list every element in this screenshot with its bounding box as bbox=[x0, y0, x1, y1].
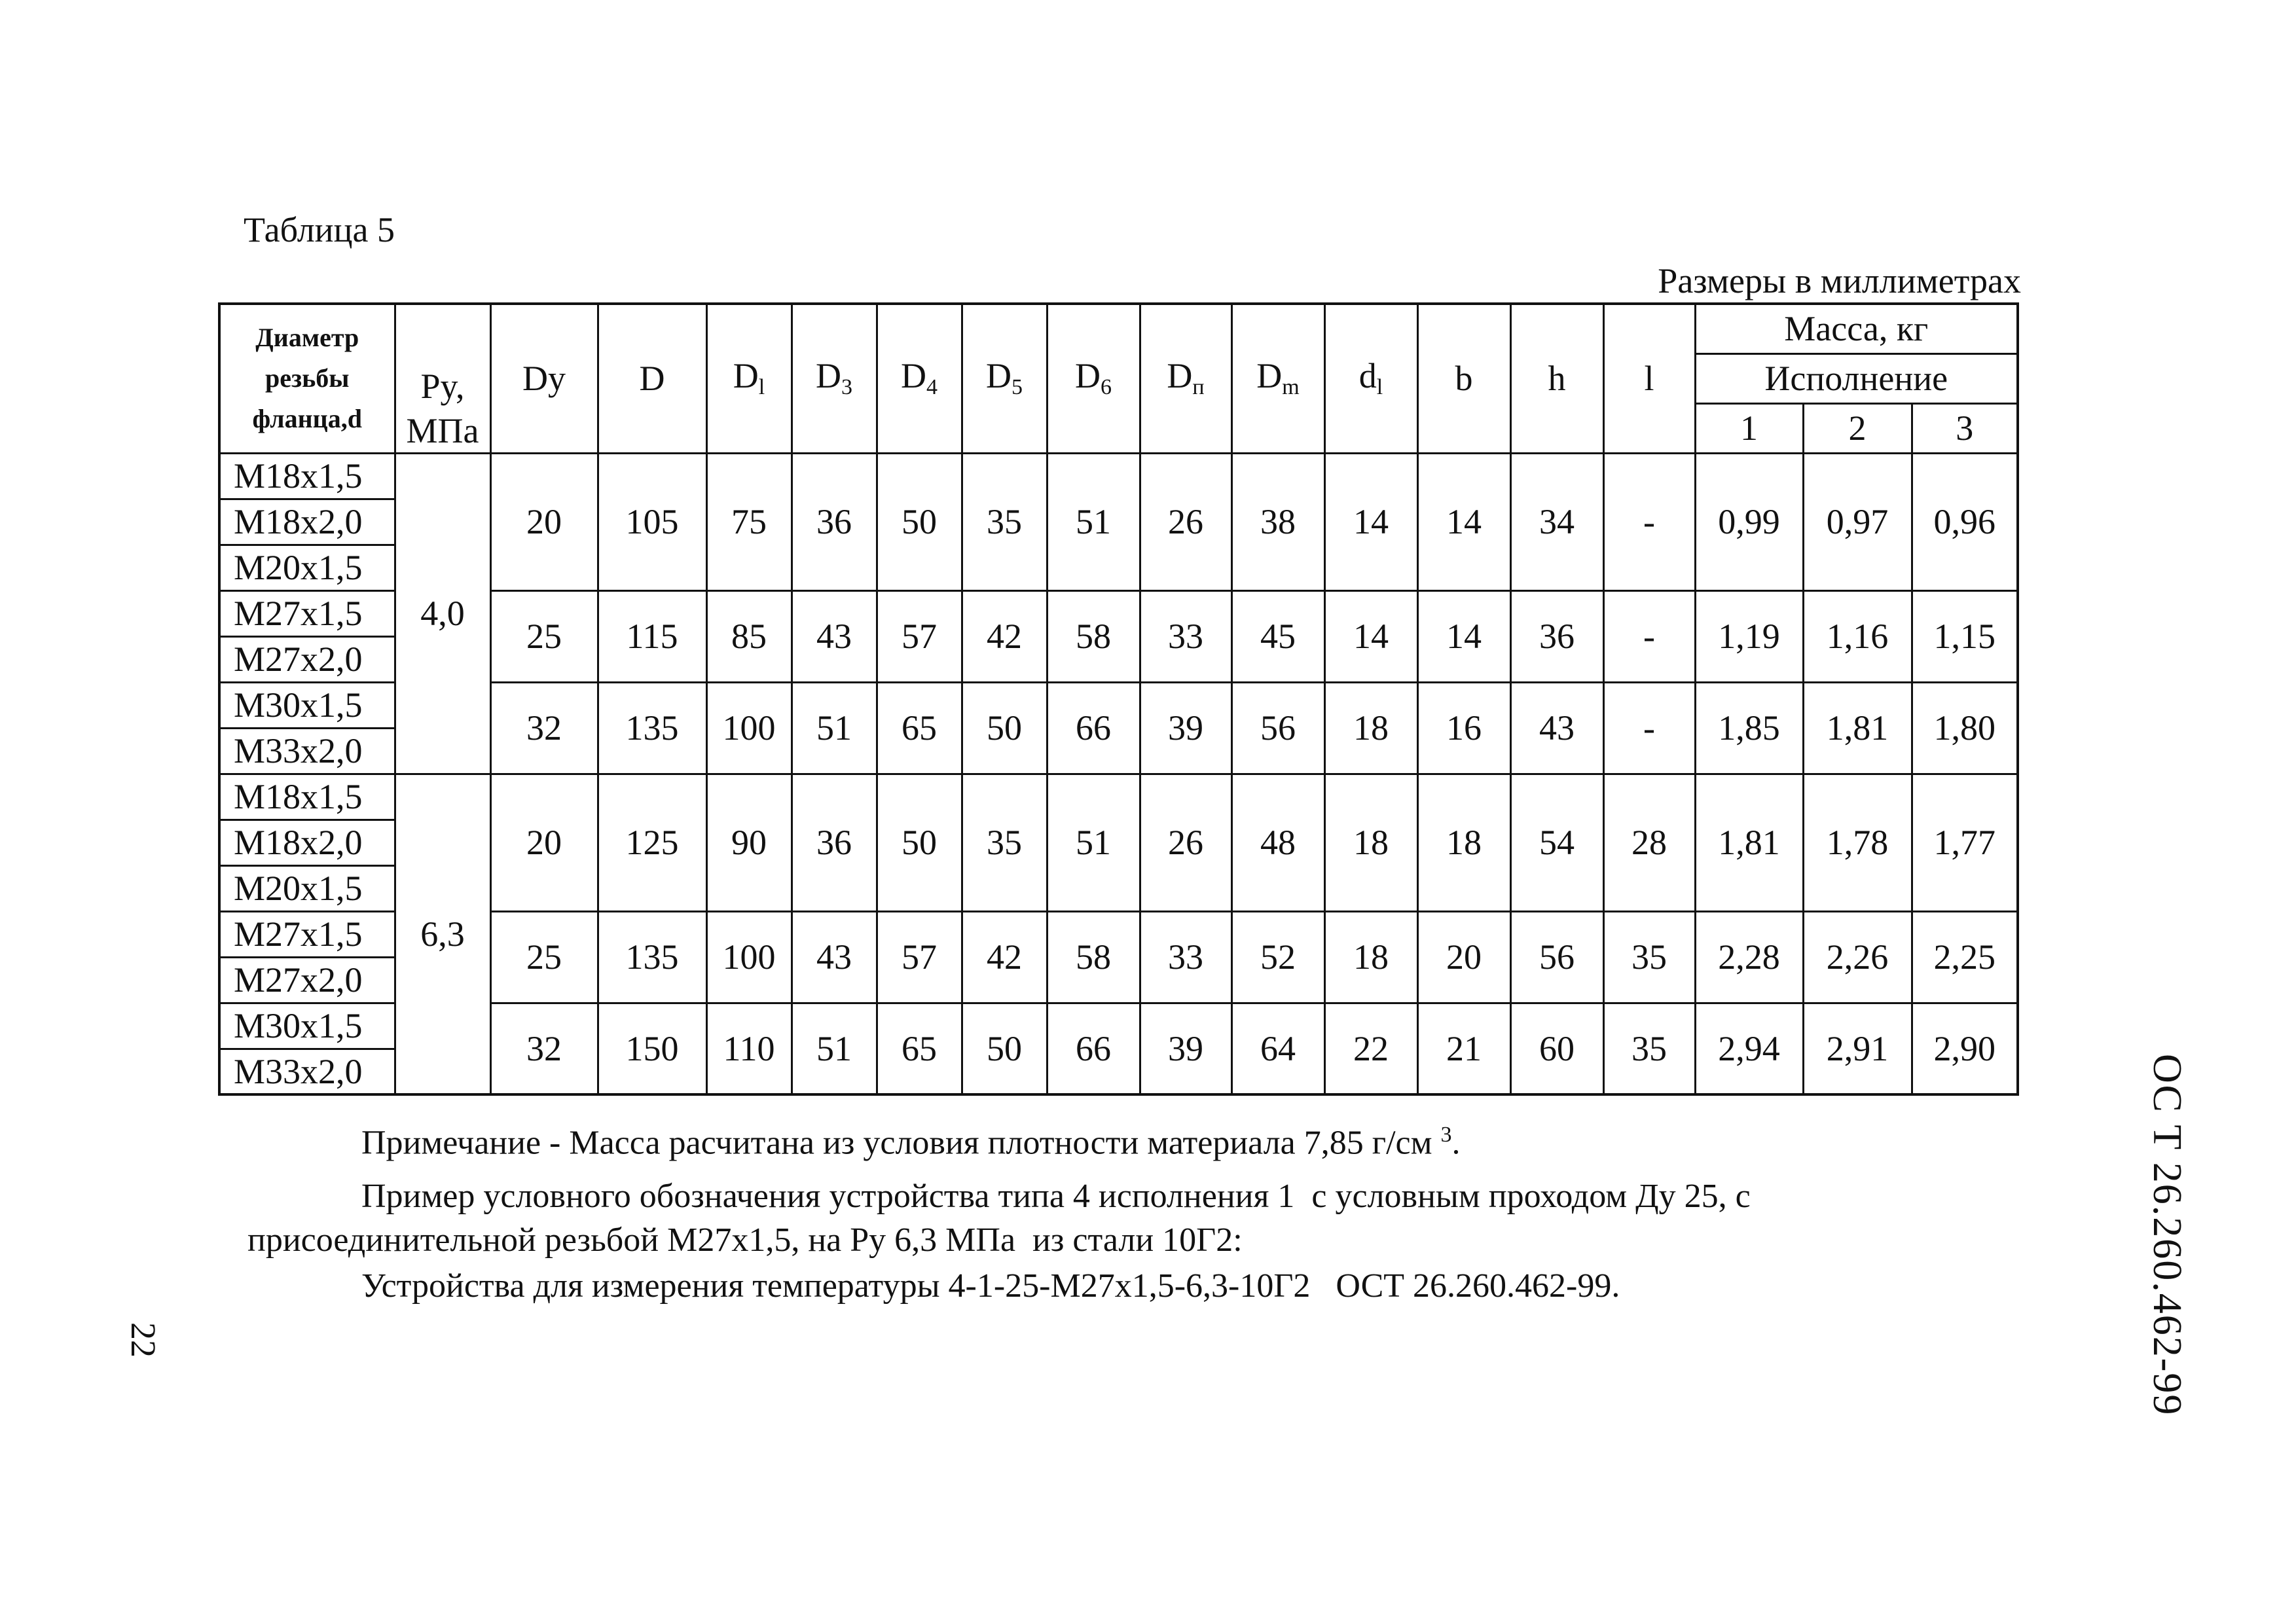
value-cell-d: 135 bbox=[598, 682, 706, 774]
value-cell-d4: 50 bbox=[877, 774, 962, 911]
value-cell-d6: 66 bbox=[1047, 682, 1140, 774]
value-cell-d4: 65 bbox=[877, 1003, 962, 1094]
table-row bbox=[219, 453, 2018, 499]
value-cell-d1: 85 bbox=[706, 590, 792, 682]
value-cell-dy: 32 bbox=[490, 1003, 598, 1094]
pressure-cell: 6,3 bbox=[395, 774, 490, 1094]
note-end: . bbox=[1451, 1124, 1461, 1162]
value-cell-m1: 1,81 bbox=[1695, 774, 1803, 911]
value-cell-m1: 2,28 bbox=[1695, 911, 1803, 1003]
header-thread-diameter bbox=[219, 304, 395, 453]
value-cell-l: 28 bbox=[1603, 774, 1695, 911]
value-cell-l: 35 bbox=[1603, 1003, 1695, 1094]
header-variant-3: 3 bbox=[1912, 403, 2018, 453]
value-cell-b: 21 bbox=[1417, 1003, 1510, 1094]
header-thread-line2: резьбы bbox=[265, 363, 350, 393]
value-cell-d3: 43 bbox=[792, 590, 877, 682]
value-cell-dm: 52 bbox=[1231, 911, 1324, 1003]
header-d6 bbox=[1047, 304, 1140, 453]
header-d6-sub: 6 bbox=[1101, 375, 1112, 400]
thread-cell: M30x1,5 bbox=[219, 1003, 395, 1049]
value-cell-d1: 100 bbox=[706, 911, 792, 1003]
value-cell-d3: 36 bbox=[792, 453, 877, 590]
value-cell-d1: 75 bbox=[706, 453, 792, 590]
thread-cell: M18x1,5 bbox=[219, 453, 395, 499]
value-cell-dm: 38 bbox=[1231, 453, 1324, 590]
value-cell-dm: 64 bbox=[1231, 1003, 1324, 1094]
value-cell-d: 125 bbox=[598, 774, 706, 911]
value-cell-b: 14 bbox=[1417, 590, 1510, 682]
header-d1-letter: D bbox=[733, 356, 759, 396]
value-cell-dn: 39 bbox=[1140, 1003, 1231, 1094]
header-d3-sub: 3 bbox=[841, 375, 852, 400]
value-cell-b: 20 bbox=[1417, 911, 1510, 1003]
header-d1 bbox=[706, 304, 792, 453]
value-cell-d4: 65 bbox=[877, 682, 962, 774]
value-cell-dn: 26 bbox=[1140, 453, 1231, 590]
thread-cell: M27x1,5 bbox=[219, 590, 395, 636]
value-cell-m3: 2,25 bbox=[1912, 911, 2018, 1003]
value-cell-d5: 42 bbox=[962, 911, 1047, 1003]
header-d4-sub: 4 bbox=[926, 375, 938, 400]
value-cell-d1: 18 bbox=[1324, 911, 1417, 1003]
value-cell-m2: 1,81 bbox=[1803, 682, 1912, 774]
value-cell-h: 34 bbox=[1510, 453, 1603, 590]
header-mass: Масса, кг bbox=[1695, 304, 2018, 353]
thread-cell: M18x2,0 bbox=[219, 820, 395, 865]
value-cell-dn: 26 bbox=[1140, 774, 1231, 911]
value-cell-d: 135 bbox=[598, 911, 706, 1003]
value-cell-h: 54 bbox=[1510, 774, 1603, 911]
header-thread-line1: Диаметр bbox=[255, 323, 359, 353]
pressure-cell: 4,0 bbox=[395, 453, 490, 774]
value-cell-d6: 66 bbox=[1047, 1003, 1140, 1094]
value-cell-d5: 35 bbox=[962, 453, 1047, 590]
value-cell-d: 105 bbox=[598, 453, 706, 590]
value-cell-l: 35 bbox=[1603, 911, 1695, 1003]
value-cell-d3: 36 bbox=[792, 774, 877, 911]
table-note bbox=[361, 1123, 1461, 1162]
value-cell-d4: 57 bbox=[877, 590, 962, 682]
value-cell-d3: 43 bbox=[792, 911, 877, 1003]
header-dn-letter: D bbox=[1167, 356, 1193, 396]
thread-cell: M33x2,0 bbox=[219, 1049, 395, 1094]
value-cell-m1: 1,85 bbox=[1695, 682, 1803, 774]
value-cell-m1: 0,99 bbox=[1695, 453, 1803, 590]
table-caption: Таблица 5 bbox=[244, 210, 395, 249]
value-cell-d1: 18 bbox=[1324, 682, 1417, 774]
value-cell-dn: 39 bbox=[1140, 682, 1231, 774]
value-cell-m3: 1,80 bbox=[1912, 682, 2018, 774]
value-cell-dy: 25 bbox=[490, 911, 598, 1003]
value-cell-dm: 56 bbox=[1231, 682, 1324, 774]
value-cell-dy: 20 bbox=[490, 774, 598, 911]
value-cell-dm: 45 bbox=[1231, 590, 1324, 682]
thread-cell: M27x2,0 bbox=[219, 957, 395, 1003]
document-code: ОС Т 26.260.462-99 bbox=[2145, 1054, 2189, 1416]
value-cell-m2: 1,16 bbox=[1803, 590, 1912, 682]
value-cell-b: 14 bbox=[1417, 453, 1510, 590]
value-cell-d5: 50 bbox=[962, 682, 1047, 774]
value-cell-d6: 58 bbox=[1047, 911, 1140, 1003]
header-d6-letter: D bbox=[1075, 356, 1101, 396]
header-d3 bbox=[792, 304, 877, 453]
header-variant: Исполнение bbox=[1695, 353, 2018, 403]
header-variant-2: 2 bbox=[1803, 403, 1912, 453]
value-cell-h: 60 bbox=[1510, 1003, 1603, 1094]
page-number: 22 bbox=[124, 1322, 163, 1358]
header-d1-sub: l bbox=[758, 375, 765, 400]
header-py-line2: МПа bbox=[406, 410, 479, 450]
header-dn bbox=[1140, 304, 1231, 453]
value-cell-l: - bbox=[1603, 682, 1695, 774]
value-cell-d3: 51 bbox=[792, 1003, 877, 1094]
value-cell-d3: 51 bbox=[792, 682, 877, 774]
value-cell-d1: 90 bbox=[706, 774, 792, 911]
header-d5 bbox=[962, 304, 1047, 453]
header-d5-letter: D bbox=[986, 356, 1011, 396]
header-d1-small bbox=[1324, 304, 1417, 453]
value-cell-m3: 0,96 bbox=[1912, 453, 2018, 590]
thread-cell: M27x1,5 bbox=[219, 911, 395, 957]
header-d4 bbox=[877, 304, 962, 453]
thread-cell: M30x1,5 bbox=[219, 682, 395, 728]
value-cell-h: 56 bbox=[1510, 911, 1603, 1003]
header-dn-sub: п bbox=[1192, 375, 1205, 400]
value-cell-dy: 32 bbox=[490, 682, 598, 774]
value-cell-m1: 1,19 bbox=[1695, 590, 1803, 682]
table-row bbox=[219, 774, 2018, 820]
value-cell-dy: 25 bbox=[490, 590, 598, 682]
header-dsmall-letter: d bbox=[1358, 356, 1377, 396]
thread-cell: M20x1,5 bbox=[219, 545, 395, 590]
value-cell-d5: 42 bbox=[962, 590, 1047, 682]
value-cell-d1: 100 bbox=[706, 682, 792, 774]
value-cell-dm: 48 bbox=[1231, 774, 1324, 911]
header-dsmall-sub: l bbox=[1376, 375, 1383, 400]
header-l: l bbox=[1603, 304, 1695, 453]
value-cell-m3: 1,77 bbox=[1912, 774, 2018, 911]
value-cell-m2: 1,78 bbox=[1803, 774, 1912, 911]
thread-cell: M18x2,0 bbox=[219, 499, 395, 545]
value-cell-dn: 33 bbox=[1140, 590, 1231, 682]
value-cell-d6: 51 bbox=[1047, 453, 1140, 590]
header-variant-1: 1 bbox=[1695, 403, 1803, 453]
value-cell-d1: 110 bbox=[706, 1003, 792, 1094]
value-cell-d: 150 bbox=[598, 1003, 706, 1094]
note-superscript: 3 bbox=[1440, 1123, 1452, 1147]
value-cell-m2: 0,97 bbox=[1803, 453, 1912, 590]
header-d5-sub: 5 bbox=[1011, 375, 1023, 400]
header-pressure bbox=[395, 304, 490, 453]
value-cell-d1: 22 bbox=[1324, 1003, 1417, 1094]
header-dm-sub: m bbox=[1282, 375, 1300, 400]
value-cell-d: 115 bbox=[598, 590, 706, 682]
thread-cell: M20x1,5 bbox=[219, 865, 395, 911]
value-cell-m2: 2,91 bbox=[1803, 1003, 1912, 1094]
value-cell-d1: 14 bbox=[1324, 590, 1417, 682]
value-cell-m3: 2,90 bbox=[1912, 1003, 2018, 1094]
value-cell-d1: 14 bbox=[1324, 453, 1417, 590]
value-cell-d5: 50 bbox=[962, 1003, 1047, 1094]
value-cell-m3: 1,15 bbox=[1912, 590, 2018, 682]
value-cell-b: 16 bbox=[1417, 682, 1510, 774]
value-cell-dn: 33 bbox=[1140, 911, 1231, 1003]
thread-cell: M18x1,5 bbox=[219, 774, 395, 820]
example-line-1: Пример условного обозначения устройства типа 4 исполнения 1 с условным проходом Ду 25, с bbox=[361, 1178, 1751, 1215]
header-h: h bbox=[1510, 304, 1603, 453]
value-cell-dy: 20 bbox=[490, 453, 598, 590]
value-cell-d6: 51 bbox=[1047, 774, 1140, 911]
value-cell-m2: 2,26 bbox=[1803, 911, 1912, 1003]
value-cell-l: - bbox=[1603, 453, 1695, 590]
value-cell-d6: 58 bbox=[1047, 590, 1140, 682]
header-d3-letter: D bbox=[816, 356, 841, 396]
header-dm bbox=[1231, 304, 1324, 453]
header-py-line1: Py, bbox=[420, 366, 465, 406]
units-label: Размеры в миллиметрах bbox=[1658, 261, 2021, 300]
value-cell-d5: 35 bbox=[962, 774, 1047, 911]
value-cell-h: 36 bbox=[1510, 590, 1603, 682]
example-line-2: присоединительной резьбой М27х1,5, на Ру 6,3 МПа из стали 10Г2: bbox=[247, 1221, 1243, 1259]
thread-cell: M33x2,0 bbox=[219, 728, 395, 774]
header-dy: Dy bbox=[490, 304, 598, 453]
header-thread-line3: фланца,d bbox=[252, 404, 362, 434]
header-b: b bbox=[1417, 304, 1510, 453]
header-d4-letter: D bbox=[901, 356, 926, 396]
thread-cell: M27x2,0 bbox=[219, 636, 395, 682]
value-cell-d1: 18 bbox=[1324, 774, 1417, 911]
value-cell-h: 43 bbox=[1510, 682, 1603, 774]
note-text: Примечание - Масса расчитана из условия плотности материала 7,85 г/см bbox=[361, 1124, 1432, 1162]
value-cell-l: - bbox=[1603, 590, 1695, 682]
header-d: D bbox=[598, 304, 706, 453]
value-cell-d4: 50 bbox=[877, 453, 962, 590]
example-line-3: Устройства для измерения температуры 4-1-25-М27х1,5-6,3-10Г2 ОСТ 26.260.462-99. bbox=[361, 1267, 1620, 1305]
value-cell-d4: 57 bbox=[877, 911, 962, 1003]
value-cell-m1: 2,94 bbox=[1695, 1003, 1803, 1094]
value-cell-b: 18 bbox=[1417, 774, 1510, 911]
dimensions-table bbox=[218, 302, 2019, 1096]
header-dm-letter: D bbox=[1256, 356, 1283, 396]
